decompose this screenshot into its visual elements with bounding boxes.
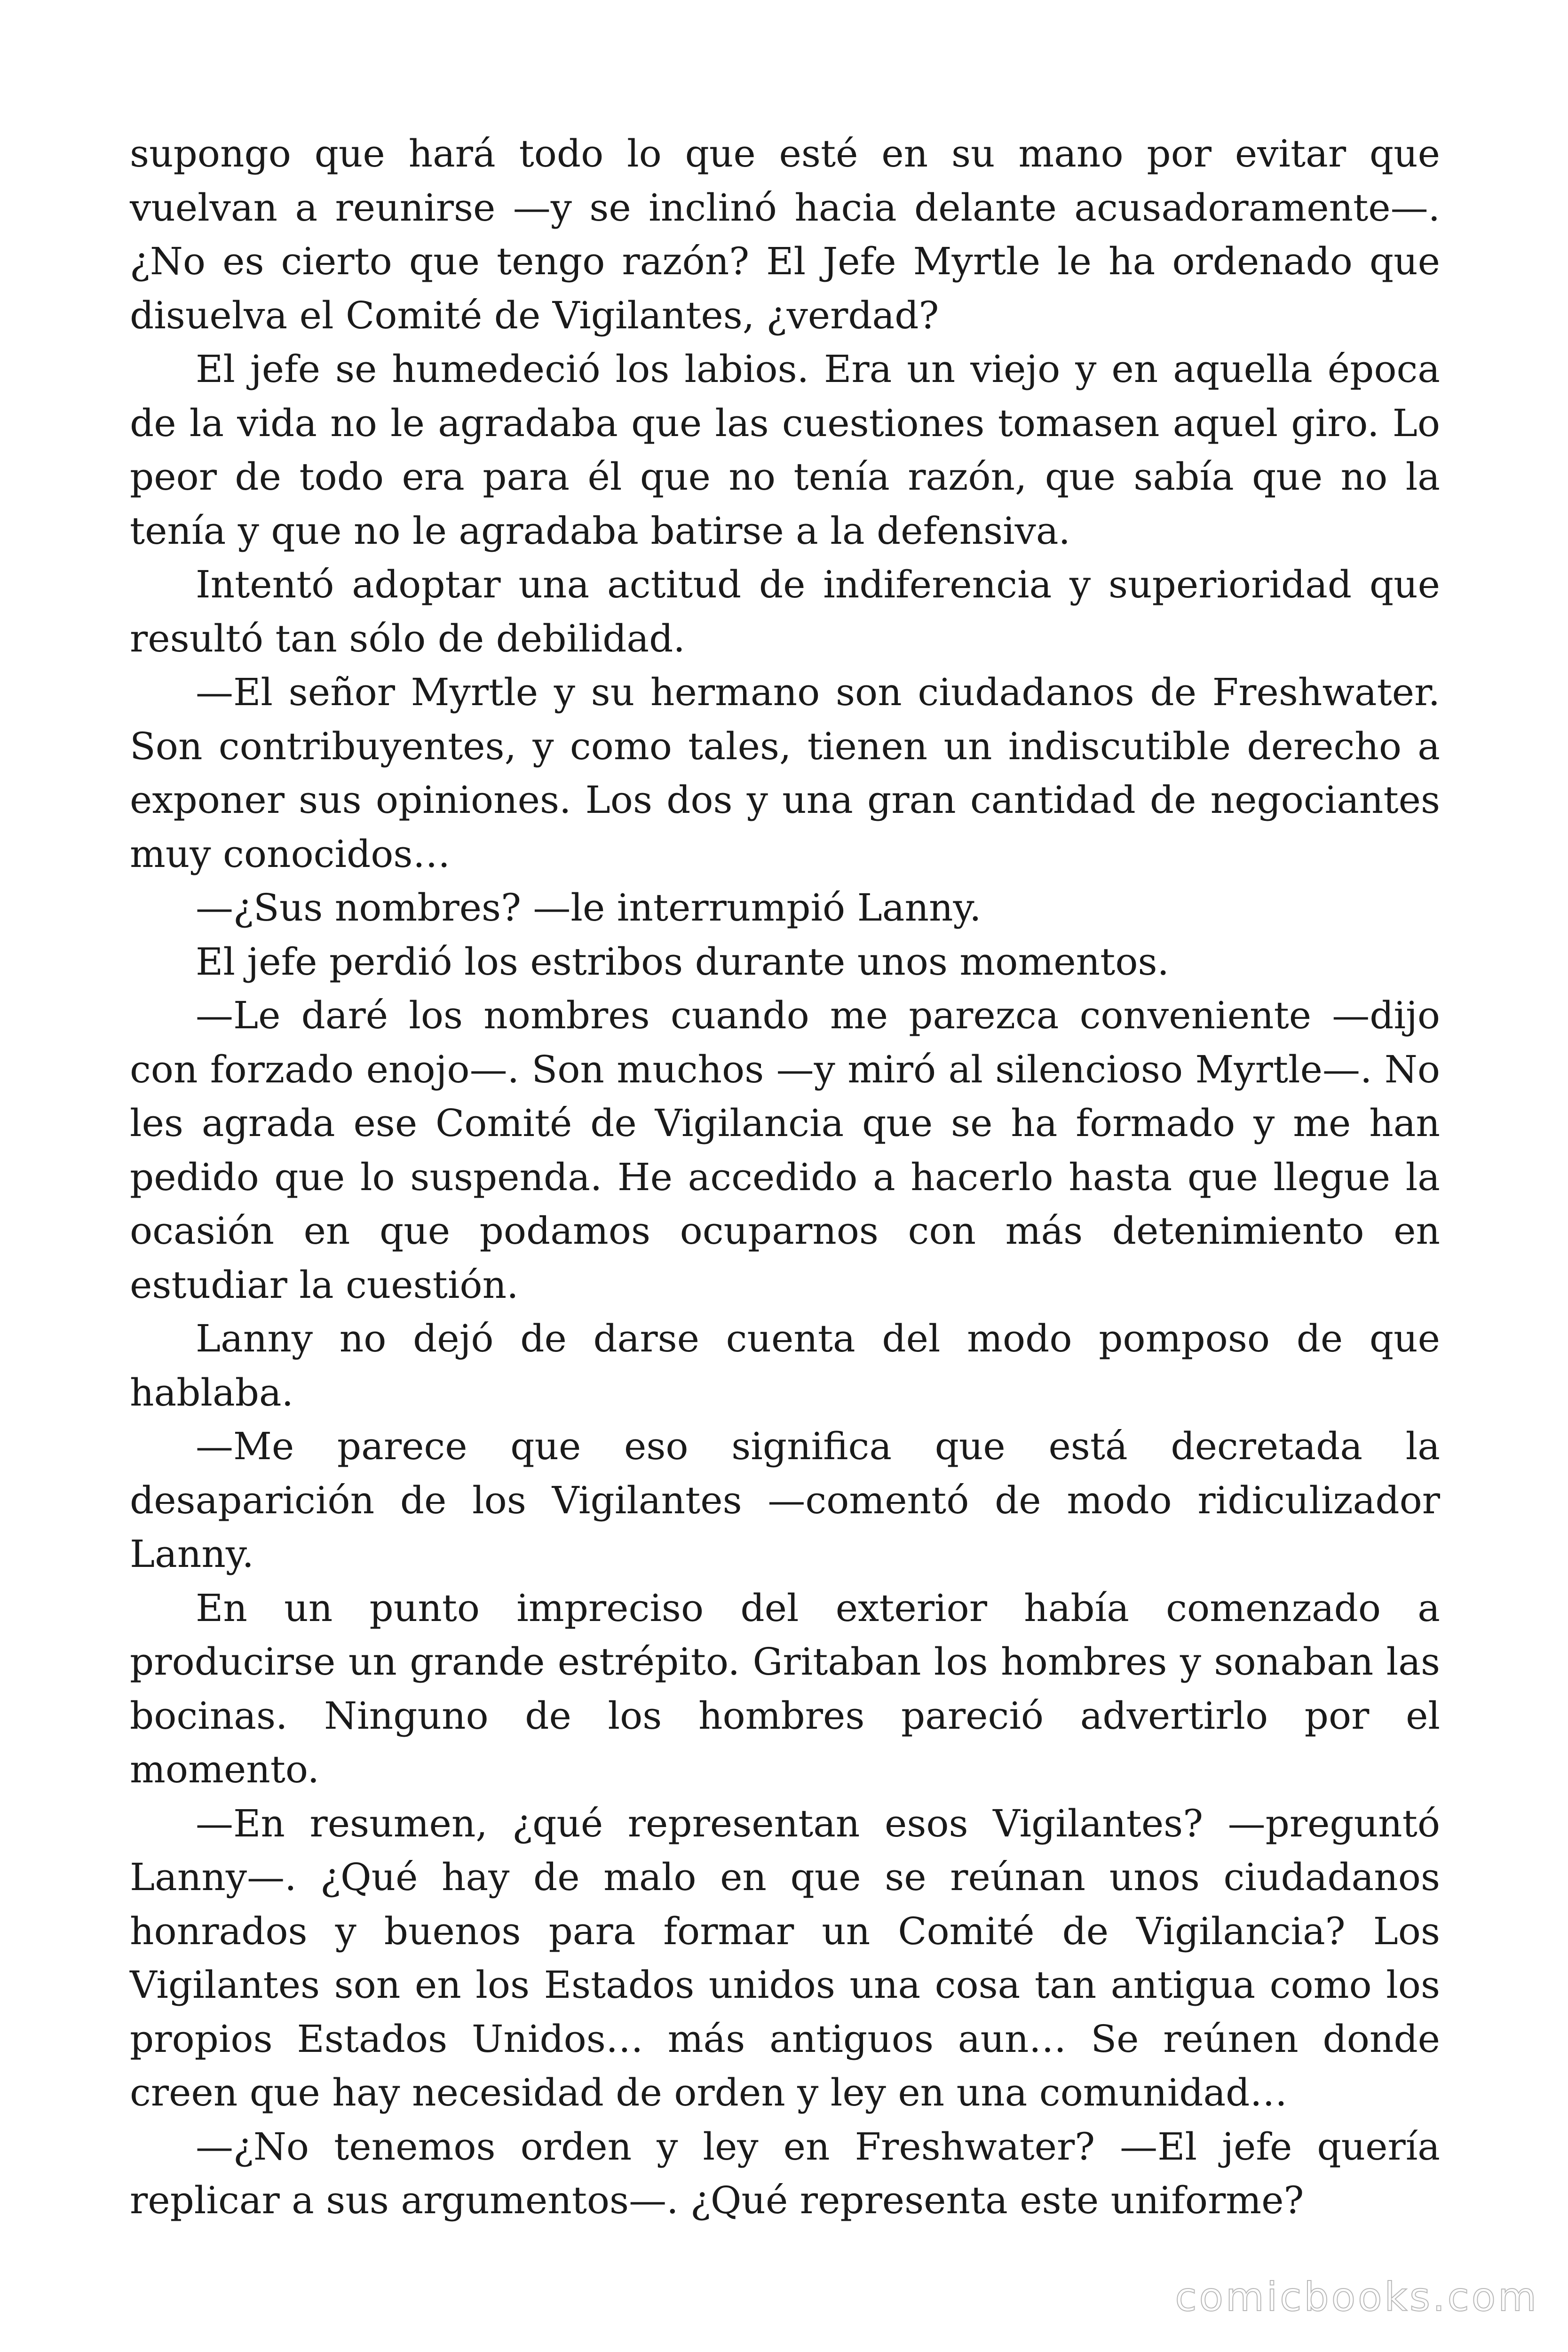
- paragraph: supongo que hará todo lo que esté en su mano por evitar que vuelvan a reunirse —y se inclinó hacia delante acusadoramente—. ¿No es cierto que tengo razón? El Jefe Myrtle le ha ordenado que disuelva el Comité de Vigilantes, ¿verdad?: [130, 132, 1440, 337]
- paragraph: —¿No tenemos orden y ley en Freshwater? —El jefe quería replicar a sus argumentos—. ¿Qué representa este uniforme?: [130, 2124, 1440, 2222]
- paragraph: —En resumen, ¿qué representan esos Vigilantes? —preguntó Lanny—. ¿Qué hay de malo en que se reúnan unos ciudadanos honrados y buenos para formar un Comité de Vigilancia? Los Vigilantes son en los Estados unidos una cosa tan antigua como los propios Estados Unidos… más antiguos aun… Se reúnen donde creen que hay necesidad de orden y ley en una comunidad…: [130, 1801, 1440, 2114]
- paragraph: —El señor Myrtle y su hermano son ciudadanos de Freshwater. Son contribuyentes, y como tales, tienen un indiscutible derecho a exponer sus opiniones. Los dos y una gran cantidad de negociantes muy conocidos…: [130, 670, 1440, 876]
- paragraph: —¿Sus nombres? —le interrumpió Lanny.: [196, 886, 982, 930]
- paragraph: En un punto impreciso del exterior había comenzado a producirse un grande estrépito. Gritaban los hombres y sonaban las bocinas. Ninguno de los hombres pareció advertirlo por el momento.: [130, 1586, 1440, 1791]
- paragraph: Lanny no dejó de darse cuenta del modo pomposo de que hablaba.: [130, 1317, 1440, 1414]
- paragraph: El jefe se humedeció los labios. Era un viejo y en aquella época de la vida no le agradaba que las cuestiones tomasen aquel giro. Lo peor de todo era para él que no tenía razón, que sabía que no la tenía y que no le agradaba batirse a la defensiva.: [130, 347, 1440, 553]
- paragraph: —Me parece que eso significa que está decretada la desaparición de los Vigilantes —comentó de modo ridiculizador Lanny.: [130, 1424, 1440, 1576]
- body-text: [130, 127, 1440, 2228]
- paragraph: Intentó adoptar una actitud de indiferencia y superioridad que resultó tan sólo de debilidad.: [130, 563, 1440, 660]
- watermark: comicbooks.com: [1175, 2274, 1539, 2320]
- paragraph: —Le daré los nombres cuando me parezca conveniente —dijo con forzado enojo—. Son muchos —y miró al silencioso Myrtle—. No les agrada ese Comité de Vigilancia que se ha formado y me han pedido que lo suspenda. He accedido a hacerlo hasta que llegue la ocasión en que podamos ocuparnos con más detenimiento en estudiar la cuestión.: [130, 993, 1440, 1307]
- paragraph: El jefe perdió los estribos durante unos momentos.: [196, 939, 1169, 984]
